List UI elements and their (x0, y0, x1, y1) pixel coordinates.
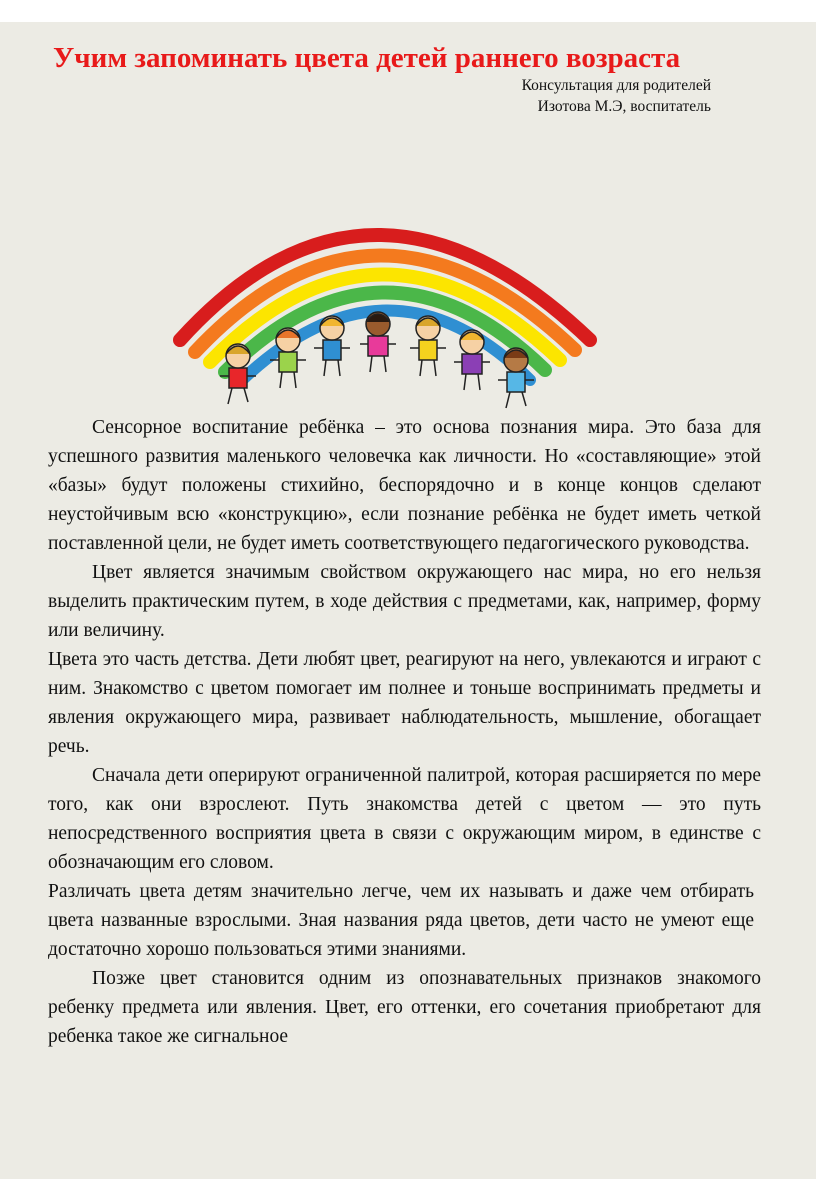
paragraph-2: Цвет является значимым свойством окружающего нас мира, но его нельзя выделить практическим путем, в ходе действия с предметами, как, например, форму или величину. (48, 562, 761, 641)
paragraph-6: Позже цвет становится одним из опознавательных признаков знакомого ребенку предмета или явления. Цвет, его оттенки, его сочетания приобретают для ребенка такое же сигнальное (48, 968, 761, 1047)
rainbow-with-children-illustration (170, 190, 610, 420)
document-page (0, 22, 816, 1179)
paragraph-1: Сенсорное воспитание ребёнка – это основа познания мира. Это база для успешного развития маленького человечка как личности. Но «составляющие» этой «базы» будут положены стихийно, беспорядочно и в конце концов сделают неустойчивым всю «конструкцию», если познание ребёнка не будет иметь четкой поставленной цели, не будет иметь соответствующего педагогического руководства. (48, 417, 761, 554)
author-label: Изотова М.Э, воспитатель (537, 98, 711, 115)
paragraph-5: Различать цвета детям значительно легче, чем их называть и даже чем отбирать цвета названные взрослыми. Зная названия ряда цветов, дети часто не умеют еще достаточно хорошо пользоваться этими знаниями. (48, 881, 754, 960)
paragraph-3: Цвета это часть детства. Дети любят цвет, реагируют на него, увлекаются и играют с ним. Знакомство с цветом помогает им полнее и тоньше воспринимать предметы и явления окружающего мира, развивает наблюдательность, мышление, обогащает речь. (48, 649, 761, 757)
article-body (48, 413, 761, 1051)
consultation-label: Консультация для родителей (521, 77, 711, 94)
document-title: Учим запоминать цвета детей раннего возраста (53, 42, 681, 74)
byline (522, 75, 711, 117)
paragraph-4: Сначала дети оперируют ограниченной палитрой, которая расширяется по мере того, как они взрослеют. Путь знакомства детей с цветом — это путь непосредственного восприятия цвета в связи с окружающим миром, в единстве с обозначающим его словом. (48, 765, 761, 873)
